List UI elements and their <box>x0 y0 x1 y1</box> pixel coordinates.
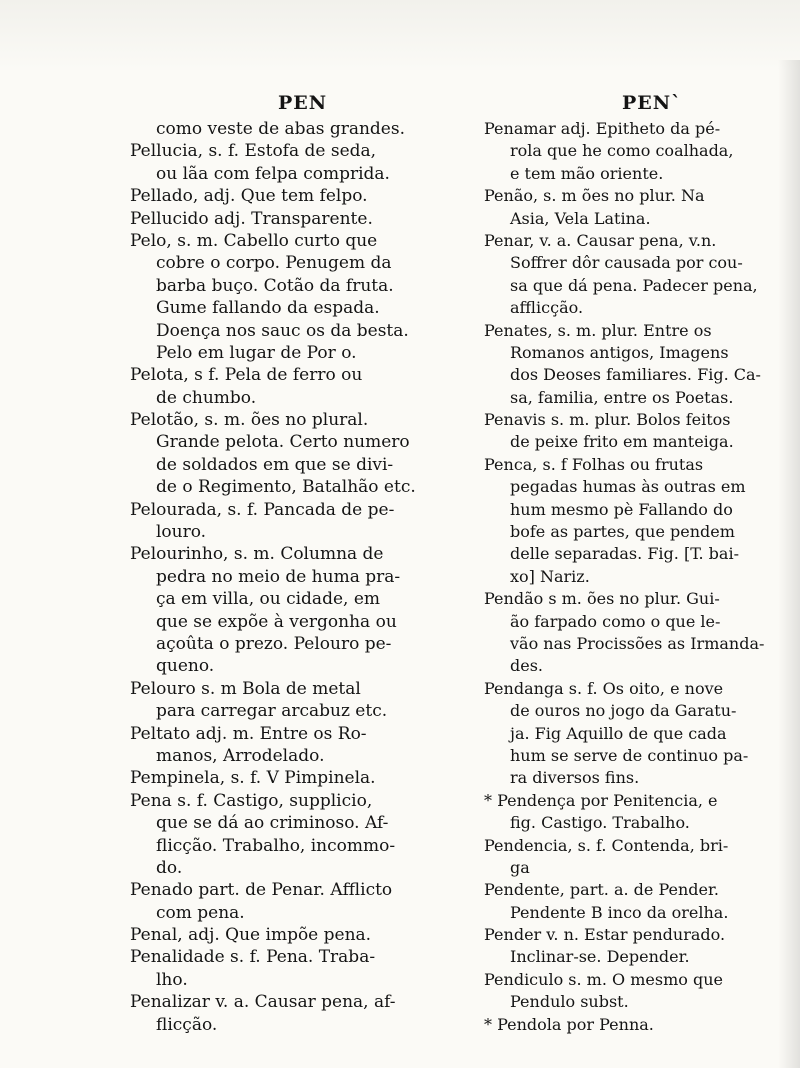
entry-continuation-line: e tem mão oriente. <box>510 163 664 183</box>
entry-continuation-line: Doença nos sauc os da besta. <box>156 320 409 341</box>
entry-headword-line: Pelota, s f. Pela de ferro ou <box>130 365 363 386</box>
entry-headword-line: Pelotão, s. m. ões no plural. <box>130 410 369 431</box>
entry-continuation-line: Soffrer dôr causada por cou- <box>510 253 743 273</box>
entry-continuation-line: des. <box>510 656 544 676</box>
entry-continuation-line: ra diversos fins. <box>510 768 640 788</box>
entry-continuation-line: Pendente B inco da orelha. <box>510 902 729 922</box>
entry-headword-line: Penalizar v. a. Causar pena, af- <box>130 992 396 1013</box>
page-top-edge <box>0 0 800 70</box>
entry-headword-line: Pellado, adj. Que tem felpo. <box>130 186 368 207</box>
entry-continuation-line: barba buço. Cotão da fruta. <box>156 275 394 296</box>
entry-continuation-line: com pena. <box>156 902 245 923</box>
entry-continuation-line: afflicção. <box>510 298 584 318</box>
entry-headword-line: Penavis s. m. plur. Bolos feitos <box>484 410 731 430</box>
entry-headword-line: Pelouro s. m Bola de metal <box>130 678 361 699</box>
entry-headword-line: Pender v. n. Estar pendurado. <box>484 925 726 945</box>
entry-continuation-line: Pelo em lugar de Por o. <box>156 342 357 363</box>
entry-continuation-line: louro. <box>156 522 207 543</box>
entry-continuation-line: manos, Arrodelado. <box>156 745 325 766</box>
entry-continuation-line: como veste de abas grandes. <box>156 119 405 139</box>
right-entries <box>484 118 784 1036</box>
entry-continuation-line: de ouros no jogo da Garatu- <box>510 701 737 721</box>
entry-continuation-line: xo] Nariz. <box>510 566 590 586</box>
left-running-head: PEN <box>278 92 328 114</box>
entry-continuation-line: ou lãa com felpa comprida. <box>156 163 390 184</box>
entry-headword-line: Pendencia, s. f. Contenda, bri- <box>484 835 729 855</box>
right-running-head: PEN` <box>622 92 682 114</box>
entry-continuation-line: vão nas Procissões as Irmanda- <box>510 633 765 653</box>
entry-continuation-line: delle separadas. Fig. [T. bai- <box>510 544 739 564</box>
entry-headword-line: Penamar adj. Epitheto da pé- <box>484 119 721 138</box>
entry-headword-line: Pena s. f. Castigo, supplicio, <box>130 790 373 811</box>
entry-headword-line: Pelourada, s. f. Pancada de pe- <box>130 499 395 520</box>
entry-headword-line: Pendente, part. a. de Pender. <box>484 880 719 900</box>
entry-continuation-line: que se expõe à vergonha ou <box>156 611 397 632</box>
entry-continuation-line: rola que he como coalhada, <box>510 141 734 161</box>
entry-continuation-line: ja. Fig Aquillo de que cada <box>510 723 727 743</box>
entry-continuation-line: Inclinar-se. Depender. <box>510 947 690 967</box>
entry-continuation-line: de o Regimento, Batalhão etc. <box>156 477 416 498</box>
entry-headword-line: Penal, adj. Que impõe pena. <box>130 925 372 946</box>
entry-continuation-line: queno. <box>156 656 215 677</box>
entry-continuation-line: fig. Castigo. Trabalho. <box>510 813 690 833</box>
entry-headword-line: Pellucido adj. Transparente. <box>130 208 373 229</box>
entry-continuation-line: de chumbo. <box>156 387 257 408</box>
entry-headword-line: Penalidade s. f. Pena. Traba- <box>130 947 376 968</box>
entry-headword-line: Pempinela, s. f. V Pimpinela. <box>130 768 376 789</box>
entry-continuation-line: flicção. <box>156 1014 218 1035</box>
entry-continuation-line: para carregar arcabuz etc. <box>156 701 388 722</box>
entry-continuation-line: ão farpado como o que le- <box>510 611 721 631</box>
entry-continuation-line: de soldados em que se divi- <box>156 454 394 475</box>
entry-headword-line: * Pendença por Penitencia, e <box>484 790 718 810</box>
entry-continuation-line: açoûta o prezo. Pelouro pe- <box>156 633 392 654</box>
entry-continuation-line: lho. <box>156 969 188 990</box>
entry-continuation-line: pedra no meio de huma pra- <box>156 566 401 587</box>
entry-continuation-line: ça em villa, ou cidade, em <box>156 589 380 610</box>
entry-headword-line: * Pendola por Penna. <box>484 1014 654 1034</box>
entry-continuation-line: Gume fallando da espada. <box>156 298 380 319</box>
entry-continuation-line: do. <box>156 857 183 878</box>
entry-continuation-line: sa, familia, entre os Poetas. <box>510 387 734 407</box>
entry-headword-line: Penar, v. a. Causar pena, v.n. <box>484 230 717 250</box>
entry-headword-line: Pelourinho, s. m. Columna de <box>130 544 384 565</box>
entry-continuation-line: ga <box>510 857 530 877</box>
entry-headword-line: Penates, s. m. plur. Entre os <box>484 320 712 340</box>
entry-continuation-line: Romanos antigos, Imagens <box>510 342 729 362</box>
entry-headword-line: Pellucia, s. f. Estofa de seda, <box>130 141 377 162</box>
entry-headword-line: Penão, s. m ões no plur. Na <box>484 186 705 206</box>
entry-continuation-line: dos Deoses familiares. Fig. Ca- <box>510 365 761 385</box>
entry-headword-line: Pendiculo s. m. O mesmo que <box>484 969 723 989</box>
entry-continuation-line: bofe as partes, que pendem <box>510 522 735 542</box>
entry-continuation-line: de peixe frito em manteiga. <box>510 432 734 452</box>
entry-headword-line: Penca, s. f Folhas ou frutas <box>484 454 704 474</box>
entry-headword-line: Peltato adj. m. Entre os Ro- <box>130 723 367 744</box>
entry-continuation-line: hum mesmo pè Fallando do <box>510 499 733 519</box>
entry-continuation-line: Grande pelota. Certo numero <box>156 432 410 453</box>
left-entries <box>130 118 468 1036</box>
entry-continuation-line: cobre o corpo. Penugem da <box>156 253 392 274</box>
entry-continuation-line: que se dá ao criminoso. Af- <box>156 813 389 834</box>
entry-headword-line: Pendão s m. ões no plur. Gui- <box>484 589 720 609</box>
entry-continuation-line: flicção. Trabalho, incommo- <box>156 835 396 856</box>
entry-headword-line: Pendanga s. f. Os oito, e nove <box>484 678 724 698</box>
entry-continuation-line: sa que dá pena. Padecer pena, <box>510 275 758 295</box>
entry-continuation-line: Asia, Vela Latina. <box>510 208 651 228</box>
entry-continuation-line: pegadas humas às outras em <box>510 477 746 497</box>
entry-headword-line: Pelo, s. m. Cabello curto que <box>130 230 378 251</box>
entry-continuation-line: Pendulo subst. <box>510 992 629 1012</box>
entry-headword-line: Penado part. de Penar. Afflicto <box>130 880 393 901</box>
entry-continuation-line: hum se serve de continuo pa- <box>510 745 749 765</box>
